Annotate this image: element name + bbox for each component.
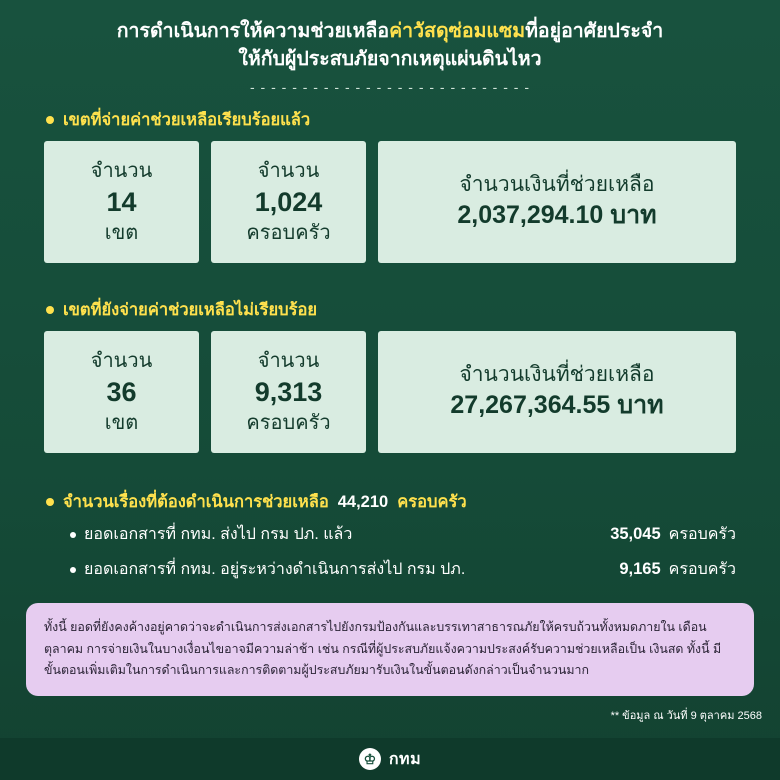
- summary-sub-value: 35,045: [610, 525, 661, 544]
- card-unit: เขต: [104, 411, 139, 434]
- card-unit: ครอบครัว: [246, 221, 331, 244]
- note-box: ทั้งนี้ ยอดที่ยังคงค้างอยู่คาดว่าจะดำเนินการส่งเอกสารไปยังกรมป้องกันและบรรเทาสาธารณภัยให้ครบถ้วนทั้งหมดภายใน เดือนตุลาคม การจ่ายเงินในบางเงื่อนไขอาจมีความล่าช้า เช่น กรณีที่ผู้ประสบภัยแจ้งความประสงค์รับความช่วยเหลือเป็น เงินสด ทั้งนี้ มีขั้นตอนเพิ่มเติมในการดำเนินการและการติดตามผู้ประสบภัยมารับเงินในขั้นตอนดังกล่าวเป็นจำนวนมาก: [26, 603, 754, 696]
- section-label: เขตที่จ่ายค่าช่วยเหลือเรียบร้อยแล้ว: [63, 111, 311, 130]
- card-top-label: จำนวน: [257, 350, 320, 373]
- header: [0, 0, 780, 95]
- title-divider: - - - - - - - - - - - - - - - - - - - - - - - - - - -: [249, 79, 530, 96]
- card-value: 2,037,294.10 บาท: [457, 200, 657, 229]
- summary-sub-label: ยอดเอกสารที่ กทม. ส่งไป กรม ปภ. แล้ว: [84, 526, 353, 544]
- card-unit: ครอบครัว: [246, 411, 331, 434]
- summary-block: [0, 475, 780, 587]
- summary-main-row: [44, 481, 736, 517]
- bullet-icon: [46, 498, 54, 506]
- card-row-pending: [0, 331, 780, 453]
- section-heading-pending: [0, 289, 780, 331]
- logo-glyph: ♔: [363, 751, 377, 767]
- card-value: 36: [106, 377, 137, 408]
- summary-main-value: 44,210: [337, 492, 389, 511]
- summary-main-unit: ครอบครัว: [397, 493, 467, 512]
- data-timestamp: ** ข้อมูล ณ วันที่ 9 ตุลาคม 2568: [610, 710, 762, 723]
- section-heading-completed: [0, 99, 780, 141]
- summary-sub-unit: ครอบครัว: [668, 561, 736, 579]
- footer-bar: [0, 738, 780, 780]
- footer-brand: กทม: [388, 750, 422, 768]
- summary-sub-unit: ครอบครัว: [668, 526, 736, 544]
- page-title-line-2: ให้กับผู้ประสบภัยจากเหตุแผ่นดินไหว: [238, 47, 542, 70]
- card-value: 14: [106, 187, 137, 218]
- summary-sub-value: 9,165: [619, 560, 661, 579]
- card-top-label: จำนวนเงินที่ช่วยเหลือ: [459, 173, 655, 197]
- bangkok-logo-icon: [359, 748, 381, 770]
- card-unit: เขต: [104, 221, 139, 244]
- bullet-icon: [46, 116, 54, 124]
- stat-card-districts: [44, 141, 199, 263]
- bullet-icon: [46, 306, 54, 314]
- spacer: [0, 453, 780, 475]
- summary-sub-row: [44, 552, 736, 587]
- section-label: เขตที่ยังจ่ายค่าช่วยเหลือไม่เรียบร้อย: [63, 301, 318, 320]
- card-value: 1,024: [254, 187, 323, 218]
- title-part-2: ที่อยู่อาศัยประจำ: [525, 20, 664, 42]
- summary-sub-label: ยอดเอกสารที่ กทม. อยู่ระหว่างดำเนินการส่งไป กรม ปภ.: [84, 561, 466, 579]
- stat-card-amount: [378, 141, 736, 263]
- title-highlight: ค่าวัสดุซ่อมแซม: [389, 20, 526, 42]
- card-top-label: จำนวน: [90, 160, 153, 183]
- stat-card-amount: [378, 331, 736, 453]
- card-top-label: จำนวนเงินที่ช่วยเหลือ: [459, 363, 655, 387]
- card-top-label: จำนวน: [90, 350, 153, 373]
- spacer: [0, 263, 780, 289]
- summary-main-label: จำนวนเรื่องที่ต้องดำเนินการช่วยเหลือ: [63, 493, 329, 512]
- summary-sub-row: [44, 517, 736, 552]
- card-value: 27,267,364.55 บาท: [450, 390, 664, 419]
- bullet-icon: [70, 567, 76, 573]
- card-top-label: จำนวน: [257, 160, 320, 183]
- card-value: 9,313: [254, 377, 323, 408]
- card-row-completed: [0, 141, 780, 263]
- title-part-1: การดำเนินการให้ความช่วยเหลือ: [116, 20, 390, 42]
- stat-card-families: [211, 141, 366, 263]
- stat-card-families: [211, 331, 366, 453]
- stat-card-districts: [44, 331, 199, 453]
- bullet-icon: [70, 532, 76, 538]
- page-title-line-1: [40, 18, 740, 46]
